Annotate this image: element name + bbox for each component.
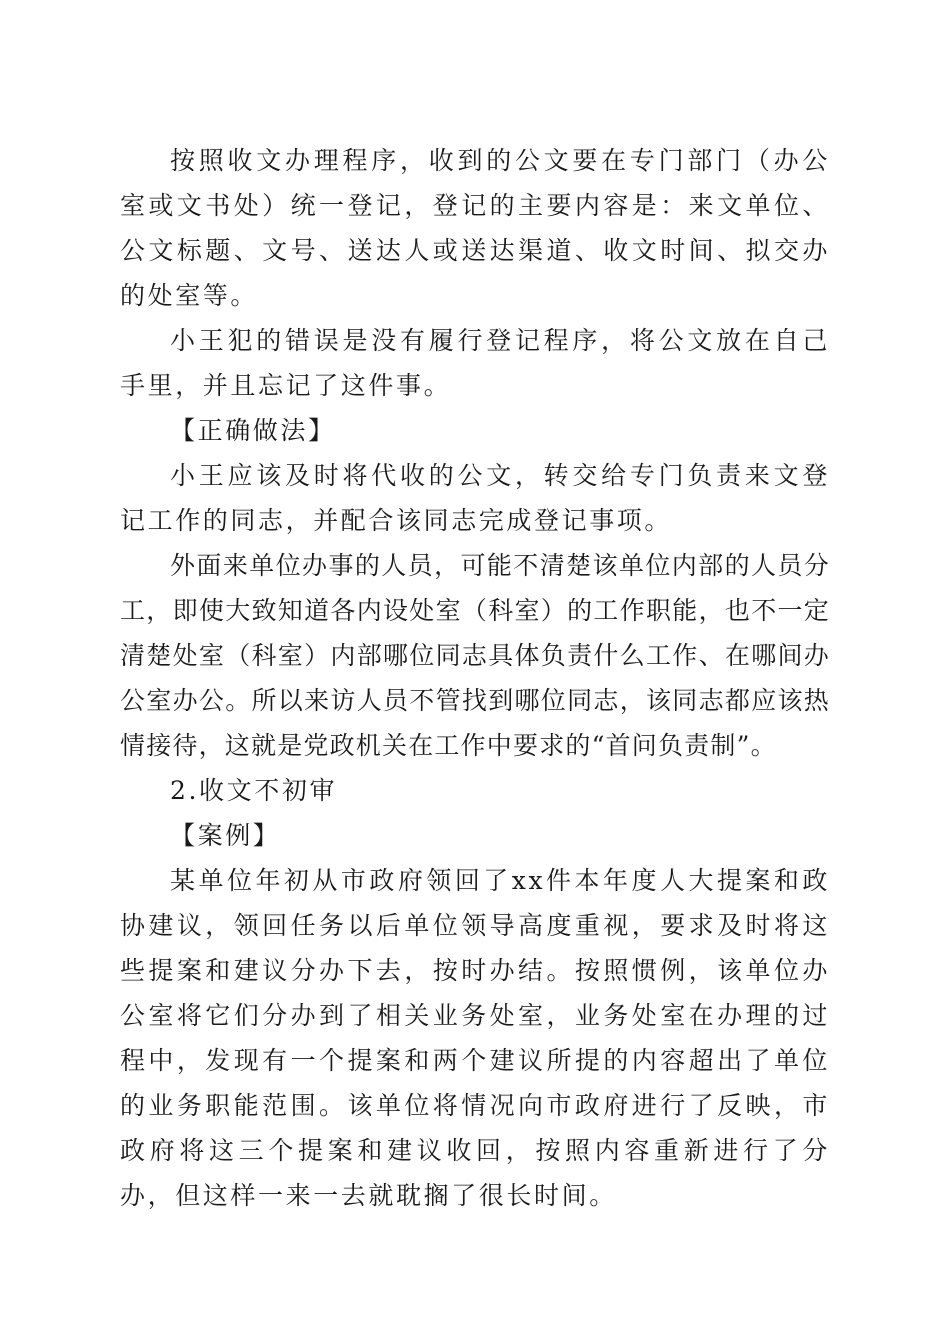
heading-section-2: 2.收文不初审: [170, 776, 338, 805]
paragraph-correct-approach: 小王应该及时将代收的公文，转交给专门负责来文登记工作的同志，并配合该同志完成登记事项。: [120, 461, 830, 535]
paragraph-xiaowang-error: 小王犯的错误是没有履行登记程序，将公文放在自己手里，并且忘记了这件事。: [120, 326, 830, 400]
paragraph-first-inquiry-responsibility: 外面来单位办事的人员，可能不清楚该单位内部的人员分工，即使大致知道各内设处室（科室）的工作职能，也不一定清楚处室（科室）内部哪位同志具体负责什么工作、在哪间办公室办公。所以来访人员不管找到哪位同志，该同志都应该热情接待，这就是党政机关在工作中要求的“首问负责制”。: [120, 551, 830, 760]
document-body: [120, 138, 830, 1218]
paragraph-registration-procedure: 按照收文办理程序，收到的公文要在专门部门（办公室或文书处）统一登记，登记的主要内容是：来文单位、公文标题、文号、送达人或送达渠道、收文时间、拟交办的处室等。: [120, 146, 830, 310]
heading-case: 【案例】: [170, 821, 281, 850]
paragraph-case-description: 某单位年初从市政府领回了xx件本年度人大提案和政协建议，领回任务以后单位领导高度重视，要求及时将这些提案和建议分办下去，按时办结。按照惯例，该单位办公室将它们分办到了相关业务处室，业务处室在办理的过程中，发现有一个提案和两个建议所提的内容超出了单位的业务职能范围。该单位将情况向市政府进行了反映，市政府将这三个提案和建议收回，按照内容重新进行了分办，但这样一来一去就耽搁了很长时间。: [120, 866, 830, 1210]
heading-correct-approach: 【正确做法】: [170, 416, 336, 445]
